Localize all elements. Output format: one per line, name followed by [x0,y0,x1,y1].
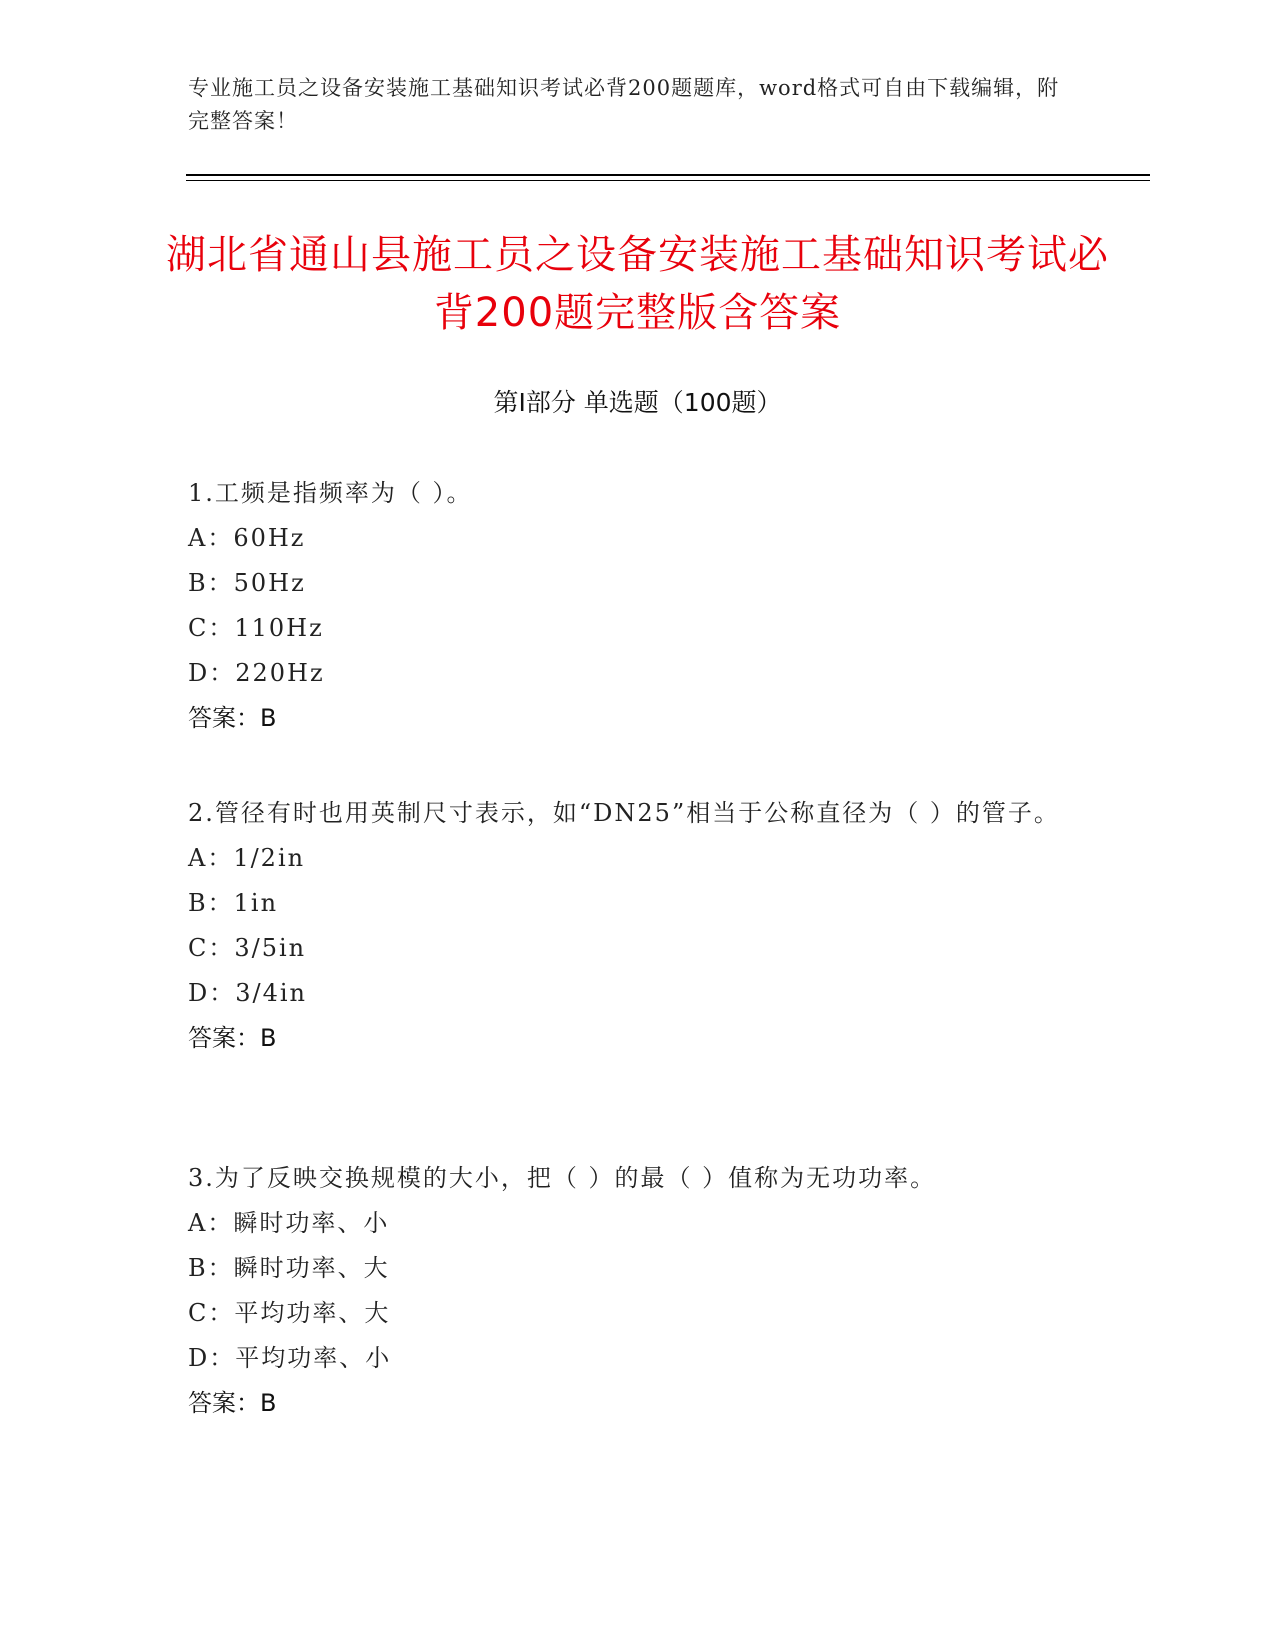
option-a: A：1/2in [188,844,306,872]
document-title: 湖北省通山县施工员之设备安装施工基础知识考试必背200题完整版含答案 [166,232,1109,336]
option-d: D：220Hz [188,659,325,687]
option-d: D：平均功率、小 [188,1344,392,1372]
question-stem: 3.为了反映交换规模的大小，把（ ）的最（ ）值称为无功功率。 [188,1164,937,1192]
question-stem: 1.工频是指频率为（ ）。 [188,479,473,507]
header-divider-thin [186,180,1150,181]
header-divider-thick [186,174,1150,176]
question-1 [188,471,1088,741]
option-c: C：3/5in [188,934,307,962]
option-a: A：瞬时功率、小 [188,1209,390,1237]
option-b: B：1in [188,889,279,917]
option-b: B：50Hz [188,569,306,597]
question-stem: 2.管径有时也用英制尺寸表示，如“DN25”相当于公称直径为（ ）的管子。 [188,799,1060,827]
answer: 答案：B [188,1024,277,1052]
option-c: C：平均功率、大 [188,1299,391,1327]
header-note: 专业施工员之设备安装施工基础知识考试必背200题题库，word格式可自由下载编辑，附完整答案！ [188,76,1060,133]
answer: 答案：B [188,1389,277,1417]
option-d: D：3/4in [188,979,307,1007]
answer: 答案：B [188,704,277,732]
question-3 [188,1156,1088,1426]
question-2 [188,791,1088,1061]
option-a: A：60Hz [188,524,306,552]
section-title: 第Ⅰ部分 单选题（100题） [493,388,782,417]
option-c: C：110Hz [188,614,324,642]
option-b: B：瞬时功率、大 [188,1254,390,1282]
